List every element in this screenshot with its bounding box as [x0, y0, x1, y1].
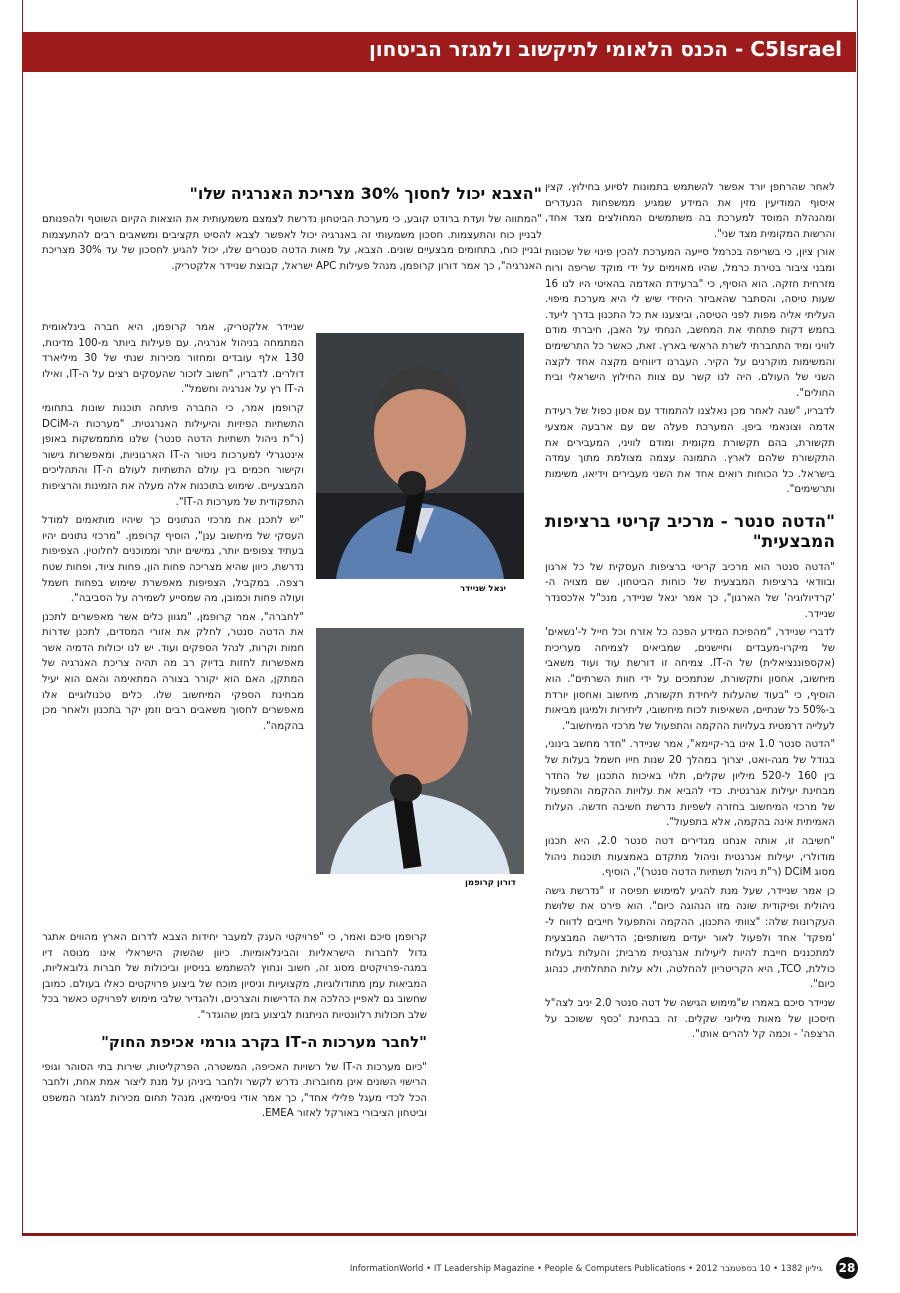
photo-doron-kroffman [316, 628, 524, 874]
footer [322, 1259, 862, 1281]
section-paragraph: שניידר סיכם באמרו ש"מימוש הגישה של דטה סנטר 2.0 יניב לצה"ל חיסכון של מאות מיליוני שקלים. זה בבחינת 'כסף ששוכב על הרצפה' - וכמה קל להרים אותו". [545, 997, 836, 1041]
article-paragraph: שניידר אלקטריק, אמר קרופמן, היא חברה בינלאומית המתמחה בניהול אנרגיה, עם פעילות ביותר מ-100 מדינות, 130 אלף עובדים ומחזור מכירות שנתי של 30 מיליארד דולרים. לדבריו, "חשוב לזכור שהעסקים רצים על ה-IT, ואילו ה-IT רץ על אנרגיה וחשמל". [42, 322, 305, 396]
section-paragraph: לדברי שניידר, "מהפיכת המידע הפכה כל אזרח וכל חייל ל-'נשאים' של מיקרו-מעבדים וחיישנים, שמביאים לצמיחה מעריכית (אקספוננציאלית) של ה-IT. צמיחה זו דורשת עוד ועוד משאבי מיחשוב, אחסון ותקשורת, שנתמכים על ידי חוות השרתים". הוא הוסיף, כי "בעוד שהעלות ליחידת תקשורת, מיחשוב ואחסון יורדת ב-50% כל שנתיים, השאיפות לכוח מיחשובי, ליתירות ולמיגון מביאות לעלייה דרמטית בעלויות ההקמה והתפעול של מרכזי המיחשוב". [545, 627, 835, 732]
photo-caption: יגאל שניידר [460, 584, 507, 594]
article-paragraph: "יש לתכנן את מרכזי הנתונים כך שיהיו מותאמים למודל העסקי של מיחשוב ענן", הוסיף קרופמן. "מרכזי נתונים יהיו בעתיד צפופים יותר, גמישים יותר וממוכנים לחלוטין. הצפיפות נדרשת, כיוון שהיא מצריכה פחות הון, פחות ציוד, ופחות שטח רצפה. במקביל, הצפיפות מאפשרת שימוש בפחות חשמל ועולה פחות וכמובן, מה שמסייע לשמירה על הסביבה". [42, 515, 304, 605]
left-column-narrow [42, 320, 304, 737]
footer-text: גיליון 1382 • 10 בספטמבר 2012 • InformationWorld • IT Leadership Magazine • People & Computers Publications [349, 1264, 822, 1274]
section-paragraph: "חשיבה זו, אותה אנחנו מגדירים דטה סנטר 2.0, היא תכנון מודולרי, יעילות אנרגטית וניהול מתקדם באמצעות תוכנות ניהול מסוג DCiM (ר"ת ניהול תשתיות הדטה סנטר)", הוסיף. [545, 835, 835, 879]
header-banner [22, 32, 856, 72]
article-paragraph: "לחברה", אמר קרופמן, "מגוון כלים אשר מאפשרים לתכנן את הדטה סנטר, לחלק את אזורי המסדים, לתכנן שדרות חמות וקרות, לנהל הספקים ועוד. יש לנו יכולות הדמיה אשר מאפשרות לחזות בדיוק רב מה תהיה צריכת האנרגיה של המתקן, האם הוא יקורר בצורה המתאימה והאם הוא יעיל מבחינת הספקי המיחשוב שלו. כלים טכנולוגיים אלו מאפשרים לחסוך משאבים רבים וזמן יקר בתכנון ולאחר מכן בהקמה". [42, 611, 304, 732]
photo-yigal-schneider [316, 333, 524, 579]
bottom-rule [22, 1233, 856, 1236]
section-heading: "הדטה סנטר - מרכיב קריטי ברציפות המבצעית" [545, 511, 835, 552]
page-number: 28 [836, 1257, 858, 1279]
left-column-lower [42, 930, 427, 1125]
section-paragraph: "הדטה סנטר הוא מרכיב קריטי ברציפות העסקית של כל ארגון ובוודאי ברציפות המבצעית של כוחות הביטחון. שם מצויה ה-'קרדיולוגיה' של הארגון", כך אמר יגאל שניידר, מנכ"ל אלכסנדר שניידר. [545, 561, 835, 620]
page-title: C5Israel - הכנס הלאומי לתיקשוב ולמגזר הביטחון [368, 37, 842, 61]
left-column [42, 180, 542, 277]
article-subheadline: "לחבר מערכות ה-IT בקרב גורמי אכיפת החוק" [101, 1032, 427, 1051]
article-paragraph: קרופמן סיכם ואמר, כי "פרויקטי הענק למעבר יחידות הצבא לדרום הארץ מהווים אתגר גדול לחברות הישראליות והבינלאומיות. כיוון שהשוק הישראלי אינו מנוסה דיו במגה-פרויקטים מסוג זה, חשוב ונחוץ להשתמש בניסיון וביכולות של חברות גלובאליות, המביאות עמן מתודולוגיות, מקצועיות וניסיון מוכח של ביצוע פרויקטים כאלו בעולם. כמובן שחשוב גם לאפיין כהלכה את הדרישות והצרכים, ולהגדיר שלבי מימוש לפרויקט כאשר בכל שלב תכולות רלוונטיות הניתנות לביצוע בזמן שהוגדר". [42, 932, 427, 1021]
section-paragraph: כן אמר שניידר, שעל מנת להגיע למימוש תפיסה זו "נדרשת גישה ניהולית ופיקודית שונה מזו הנהוגה כיום". הוא פירט את שלושת העקרונות שלה: "צוותי התכנון, ההקמה והתפעול חייבים לדווח ל-'מפקד' אחד ולפעול לאור יעדים משותפים; הדרישה המבצעית למתכננים חייבת להיות ליעילות אנרגטית מרבית; והעלות בעלות כוללת, TCO, היא הקריטריון להחלטה, ולא עלות התחלתית, כנהוג כיום". [545, 885, 835, 991]
intro-paragraph: לאחר שהרחפן יורד אפשר להשתמש בתמונות לסיוע בחילוץ. קצין איסוף המודיעין מזין את המידע שמגיע ממשפחות הנעדרים ומהנהלת המוסד למערכת בה משתמשים המחולצים מצד אחד, והרשות המקומית מצד שני". [545, 182, 835, 240]
article-paragraph: "המתווה של ועדת ברודט קובע, כי מערכת הביטחון נדרשת לצמצם משמעותית את הוצאות הקיום השוטף ולהפנותם לבניין כוח והתעצמות. חסכון משמעותי זה באנרגיה יכול לאפשר לצבא להסיט תקציבים ומשאבים רבים להתעצמות ובניין כוח, בתחומים מבצעיים שונים. הצבא, על מאות הדטה סנטרים שלו, יכול להגיע לחסכון של עד 30% מצריכת האנרגיה", כך אמר דורון קרופמן, מנהל פעילות APC ישראל, קבוצת שניידר אלקטריק. [42, 214, 542, 272]
intro-paragraph: אורן ציון, כי בשריפה בכרמל סייעה המערכת להכין פינוי של שכונות ומבני ציבור בטירת כרמל, שהיו מאוימים על ידי מוקד שריפה ורוח מזרחית חזקה. הוא הוסיף, כי "ברעידת האדמה בהאיטי היו לנו 16 שעות טיסה, והסתבר שהאביזר היחידי שיש לי היא מערכת מיפוי. העליתי אליה מפות לפני הטיסה, וביצענו את כל התכנון בדרך ליעד. בחמש דקות פתחתי את המחשב, הנחתי על האבן, חיברתי מודם לוויני ומיד התחברתי לשרת הראשי בארץ. זאת, כאשר כל התרשימים והמשימות מוקרנים על הקיר. העברנו דיווחים מקצה אחד לקצה השני של העולם. היה לנו קשר עם צוות החילוץ הישראלי ובית החולים". [545, 247, 835, 399]
section-paragraph: "הדטה סנטר 1.0 אינו בר-קיימא", אמר שניידר. "חדר מחשב בינוני, בגודל של מגה-ואט, יצרוך במהלך 20 שנות חייו חשמל בעלות של בין 160 ל-520 מיליון שקלים, תלוי באיכות התכנון של החדר מבחינת יעילות אנרגטית. כדי להביא את עלויות ההקמה והתפעול של מרכזי המיחשוב בחזרה לשפיות נדרשת חשיבה חדשה. העלות האמיתית אינה בהקמה, אלא בתפעול". [545, 739, 836, 829]
article-paragraph: קרופמן אמר, כי החברה פיתחה תוכנות שונות בתחומי התשתיות הפיזיות והיעילות האנרגטית. "מערכות ה-DCiM (ר"ת ניהול תשתיות הדטה סנטר) שלנו מתממשקות באופן אינטגרלי למערכות ניטור ה-IT הארגוניות, ומאפשרות גישור וקישור חכמים בין עולם התשתיות לעולם ה-IT והתהליכים המבצעיים. שימוש בתוכנות אלה מעלה את הזמינות והרציפות התפקודית של מערכות ה-IT". [42, 402, 304, 508]
portrait-image [316, 628, 524, 874]
article-headline: "הצבא יכול לחסוך 30% מצריכת האנרגיה שלו" [189, 184, 542, 203]
intro-paragraph: לדבריו, "שנה לאחר מכן נאלצנו להתמודד עם אסון כפול של רעידת אדמה וצונאמי ביפן. המערכת פעלה שם עם ארבעה אמצעי תקשורת, בהם תקשורת מקומית ומודם לוויני, המעבירים את התקשורת שלהם לארץ. התמונה עצמה מצולמת מתוך עמדה בישראל. כל הכוחות רואים אחד את השני מעבירים וידיאו, משימות ותרשימים". [545, 406, 835, 496]
right-column [545, 180, 835, 1046]
article-paragraph: "כיום מערכות ה-IT של רשויות האכיפה, המשטרה, הפרקליטות, שירות בתי הסוהר וגופי הרישוי השונים אינן מחוברות. נדרש לקשר ולחבר ביניהן על מנת ליצור אמת אחת, ולחבר הכל לכדי מעגל פלילי אחד", כך אמר אודי ניסימיאן, מנהל תחום מכירות למגזר המשפט וביטחון הציבורי באורקל לאזור EMEA. [42, 1061, 427, 1120]
portrait-image [316, 333, 524, 579]
photo-caption: דורון קרופמן [465, 878, 516, 888]
